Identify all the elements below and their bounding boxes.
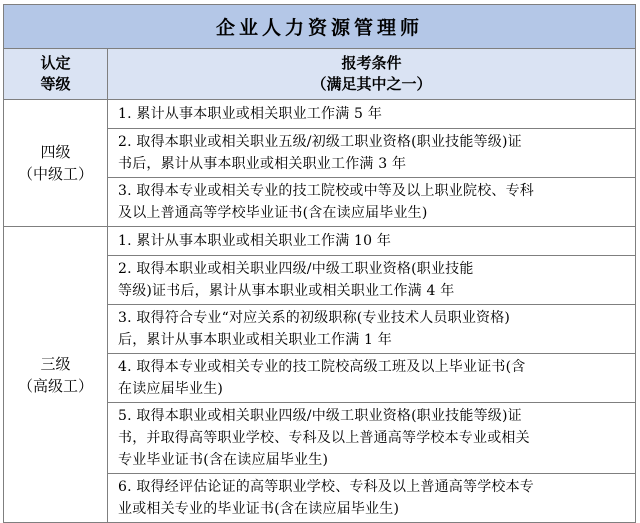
qualification-table-container xyxy=(3,4,635,516)
condition-cell xyxy=(108,178,636,227)
header-level xyxy=(4,49,108,100)
condition-line: 等级)证书后，累计从事本职业或相关职业工作满 4 年 xyxy=(118,283,455,299)
header-conditions xyxy=(108,49,636,100)
header-level-line2: 等级 xyxy=(40,75,71,93)
condition-line: 5. 取得本职业或相关职业四级/中级工职业资格(职业技能等级)证 xyxy=(118,408,522,424)
level-4-line1: 四级 xyxy=(40,143,71,161)
header-row xyxy=(4,49,636,100)
condition-cell xyxy=(108,305,636,354)
condition-line: 6. 取得经评估论证的高等职业学校、专科及以上普通高等学校本专 xyxy=(118,479,535,495)
condition-line: 1. 累计从事本职业或相关职业工作满 10 年 xyxy=(118,233,392,249)
condition-cell xyxy=(108,227,636,256)
condition-line: 4. 取得本专业或相关专业的技工院校高级工班及以上毕业证书(含 xyxy=(118,359,526,375)
header-cond-line1: 报考条件 xyxy=(341,54,402,72)
condition-line: 书，并取得高等职业学校、专科及以上普通高等学校本专业或相关 xyxy=(118,430,530,446)
condition-line: 在读应届毕业生) xyxy=(118,381,224,397)
condition-cell xyxy=(108,256,636,305)
condition-line: 2. 取得本职业或相关职业四级/中级工职业资格(职业技能 xyxy=(118,261,474,277)
condition-cell xyxy=(108,129,636,178)
title-row xyxy=(4,5,636,49)
level-3-line2: （高级工） xyxy=(17,376,93,395)
condition-line: 1. 累计从事本职业或相关职业工作满 5 年 xyxy=(118,106,383,122)
condition-cell xyxy=(108,474,636,523)
level-cell-3 xyxy=(4,227,108,523)
table-title: 企业人力资源管理师 xyxy=(4,5,636,49)
condition-line: 后，累计从事本职业或相关职业工作满 1 年 xyxy=(118,332,393,348)
condition-line: 3. 取得本专业或相关专业的技工院校或中等及以上职业院校、专科 xyxy=(118,183,535,199)
condition-line: 及以上普通高等学校毕业证书(含在读应届毕业生) xyxy=(118,205,428,221)
header-cond-line2: （满足其中之一） xyxy=(311,75,432,93)
condition-cell xyxy=(108,354,636,403)
header-level-line1: 认定 xyxy=(40,54,71,72)
qualification-table xyxy=(3,4,636,523)
condition-line: 专业毕业证书(含在读应届毕业生) xyxy=(118,452,329,468)
level-4-line2: （中级工） xyxy=(17,165,93,183)
condition-cell xyxy=(108,403,636,474)
condition-line: 2. 取得本职业或相关职业五级/初级工职业资格(职业技能等级)证 xyxy=(118,134,522,150)
condition-line: 业或相关专业的毕业证书(含在读应届毕业生) xyxy=(118,501,400,517)
table-row xyxy=(4,227,636,256)
level-3-line1: 三级 xyxy=(40,354,71,373)
condition-line: 书后，累计从事本职业或相关职业工作满 3 年 xyxy=(118,156,407,172)
level-cell-4 xyxy=(4,100,108,227)
table-row xyxy=(4,100,636,129)
condition-cell xyxy=(108,100,636,129)
condition-line: 3. 取得符合专业“对应关系的初级职称(专业技术人员职业资格) xyxy=(118,310,511,326)
